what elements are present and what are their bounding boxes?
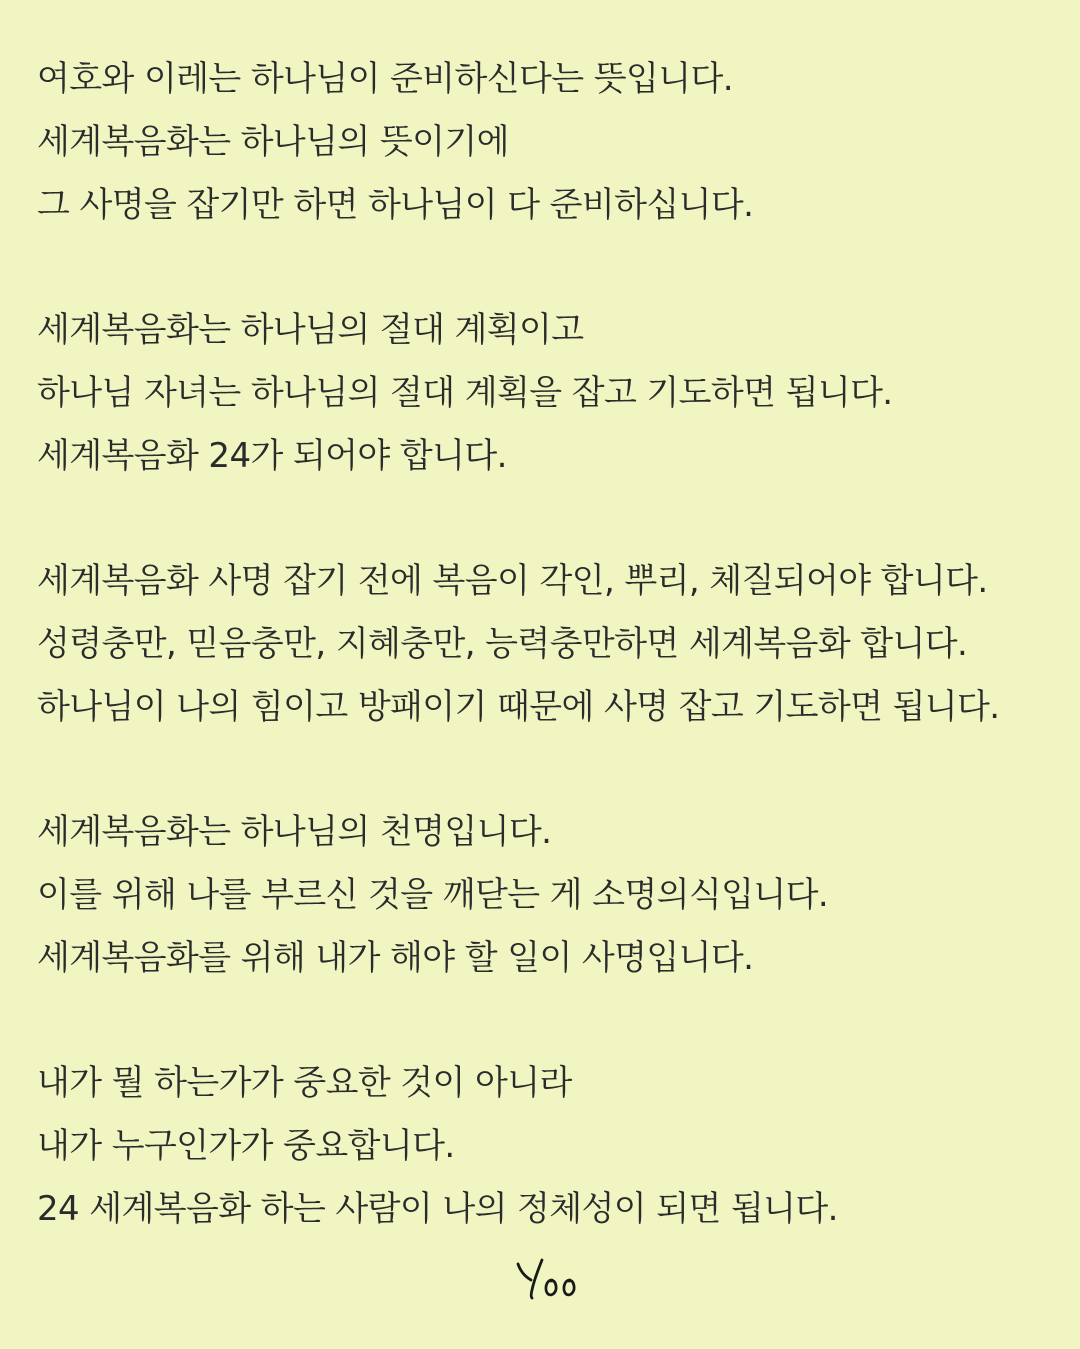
text-line: 그 사명을 잡기만 하면 하나님이 다 준비하십니다. [37,185,754,225]
text-line: 이를 위해 나를 부르신 것을 깨닫는 게 소명의식입니다. [37,875,829,915]
paragraph-2 [37,299,1057,488]
text-line: 내가 뭘 하는가가 중요한 것이 아니라 [37,1063,572,1103]
paragraph-4 [37,801,1057,990]
text-line: 세계복음화는 하나님의 뜻이기에 [37,122,509,162]
text-line: 세계복음화는 하나님의 절대 계획이고 [37,310,584,350]
signature-drawing [512,1250,592,1310]
paragraph-3 [37,550,1057,739]
text-line: 세계복음화를 위해 내가 해야 할 일이 사명입니다. [37,938,754,978]
text-line: 세계복음화 사명 잡기 전에 복음이 각인, 뿌리, 체질되어야 합니다. [37,561,988,601]
paragraph-5 [37,1052,1057,1241]
text-line: 여호와 이레는 하나님이 준비하신다는 뜻입니다. [37,59,733,99]
text-line: 하나님 자녀는 하나님의 절대 계획을 잡고 기도하면 됩니다. [37,373,893,413]
paragraph-1 [37,48,1057,237]
text-line: 내가 누구인가가 중요합니다. [37,1126,455,1166]
text-line: 세계복음화 24가 되어야 합니다. [37,436,507,476]
message-body [37,48,1057,1241]
text-line: 세계복음화는 하나님의 천명입니다. [37,812,552,852]
text-line: 하나님이 나의 힘이고 방패이기 때문에 사명 잡고 기도하면 됩니다. [37,687,1000,727]
text-line: 24 세계복음화 하는 사람이 나의 정체성이 되면 됩니다. [37,1189,838,1229]
signature [512,1250,592,1310]
text-line: 성령충만, 믿음충만, 지혜충만, 능력충만하면 세계복음화 합니다. [37,624,968,664]
